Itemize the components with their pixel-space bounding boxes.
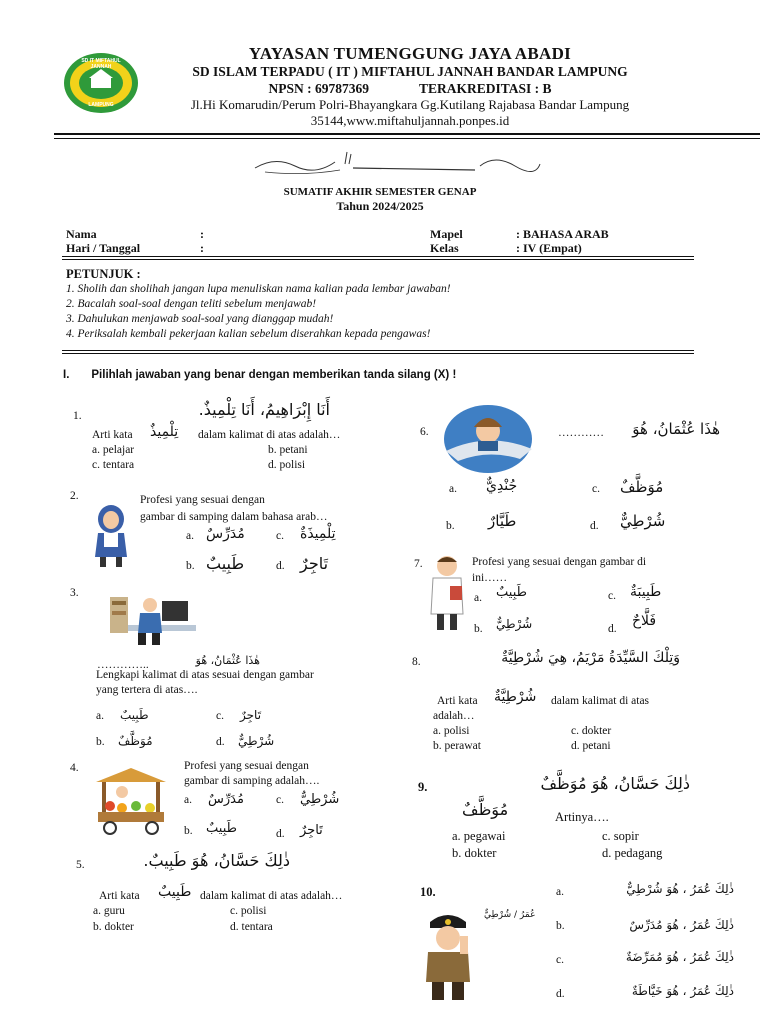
q3-option-d[interactable]: شُرْطِيٌّ [238, 734, 275, 748]
npsn: NPSN : 69787369 [268, 81, 369, 96]
q8-text-c: adalah… [433, 710, 475, 722]
q5-arabic-sentence: ذٰلِكَ حَسَّانُ، هُوَ طَبِيبٌ. [143, 851, 290, 870]
q6-number: 6. [420, 426, 429, 438]
q1-arabic-sentence: أَنَا إِبْرَاهِيمُ، أَنَا تِلْمِيذٌ. [198, 400, 330, 419]
q4-line1: Profesi yang sesuai dengan [184, 760, 309, 772]
q6-c-label[interactable]: c. [592, 483, 600, 495]
q4-option-b[interactable]: طَبِيبٌ [206, 821, 237, 836]
name-label: Nama [66, 227, 97, 241]
q9-artinya: Artinya…. [555, 810, 609, 824]
instructions-divider-thin [62, 353, 694, 354]
q4-c-label[interactable]: c. [276, 794, 284, 806]
q2-c-label[interactable]: c. [276, 530, 284, 542]
date-label: Hari / Tanggal [66, 241, 141, 255]
doctor-icon [428, 554, 466, 634]
section-number: I. [63, 369, 70, 381]
q8-number: 8. [412, 656, 421, 668]
q3-number: 3. [70, 587, 79, 599]
q5-option-d[interactable]: d. tentara [230, 921, 273, 933]
office-worker-icon [108, 589, 200, 647]
q5-option-a[interactable]: a. guru [93, 905, 125, 917]
q8-option-d[interactable]: d. petani [571, 740, 611, 752]
q8-arabic-sentence: وَتِلْكَ السَّيِّدَةُ مَرْيَمُ، هِيَ شُرْطِيَّةٌ [501, 650, 680, 666]
q2-option-c[interactable]: تِلْمِيذَةٌ [300, 526, 336, 542]
q2-line1: Profesi yang sesuai dengan [140, 494, 265, 506]
q8-option-b[interactable]: b. perawat [433, 740, 481, 752]
q2-b-label[interactable]: b. [186, 560, 195, 572]
q3-option-a[interactable]: طَبِيبٌ [120, 708, 149, 722]
q4-option-c[interactable]: شُرْطِيٌّ [300, 792, 340, 807]
npsn-line [150, 81, 670, 97]
police-officer-icon [420, 908, 476, 1004]
address-line-1: Jl.Hi Komarudin/Perum Polri-Bhayangkara Gg.Kutilang Rajabasa Bandar Lampung [190, 97, 630, 112]
instructions-divider [62, 350, 694, 351]
q4-d-label[interactable]: d. [276, 828, 285, 840]
q4-b-label[interactable]: b. [184, 825, 193, 837]
student-girl-icon [90, 503, 132, 571]
q10-d-label[interactable]: d. [556, 988, 565, 1000]
q10-number: 10. [420, 885, 436, 899]
q3-option-c[interactable]: تَاجِرٌ [240, 708, 262, 722]
foundation-name: YAYASAN TUMENGGUNG JAYA ABADI [248, 44, 572, 63]
q5-text-a: Arti kata [99, 890, 140, 902]
q7-option-c[interactable]: طَبِيبَةٌ [630, 584, 662, 600]
q1-word: تِلْمِيذٌ [150, 424, 179, 440]
q10-option-c[interactable]: ذٰلِكَ عُمَرُ ، هُوَ مُمَرِّضَةٌ [625, 950, 734, 964]
logo-top-text: SD IT MIFTAHUL JANNAH [81, 58, 121, 70]
q4-option-a[interactable]: مُدَرِّسٌ [208, 792, 244, 807]
q8-option-c[interactable]: c. dokter [571, 725, 612, 737]
q1-option-c[interactable]: c. tentara [92, 459, 135, 471]
exam-year: Tahun 2024/2025 [336, 199, 424, 213]
q9-option-d[interactable]: d. pedagang [602, 846, 663, 860]
pilot-icon [440, 403, 536, 475]
header-divider [54, 133, 760, 135]
subject-value: : BAHASA ARAB [516, 227, 609, 241]
q8-text-a: Arti kata [437, 695, 478, 707]
instruction-item: 3. Dahulukan menjawab soal-soal yang dianggap mudah! [66, 313, 334, 325]
q1-number: 1. [73, 410, 82, 422]
section-title [63, 369, 456, 381]
q7-number: 7. [414, 558, 423, 570]
class-label: Kelas [430, 241, 459, 255]
q7-option-b[interactable]: شُرْطِيٌّ [496, 617, 533, 631]
exam-title: SUMATIF AKHIR SEMESTER GENAP [283, 186, 477, 198]
basmalah-calligraphy-icon [245, 148, 545, 178]
q2-line2: gambar di samping dalam bahasa arab… [140, 511, 328, 523]
q5-word: طَبِيبٌ [158, 884, 192, 900]
q7-line2: ini…… [472, 572, 508, 584]
q4-option-d[interactable]: تَاجِرٌ [300, 823, 323, 838]
q2-option-d[interactable]: تَاجِرٌ [300, 554, 329, 573]
name-colon[interactable]: : [200, 227, 204, 241]
q6-d-label[interactable]: d. [590, 520, 599, 532]
q1-option-b[interactable]: b. petani [268, 444, 308, 456]
q4-line2: gambar di samping adalah…. [184, 775, 320, 787]
school-name: SD ISLAM TERPADU ( IT ) MIFTAHUL JANNAH BANDAR LAMPUNG [192, 64, 628, 79]
q3-d-label[interactable]: d. [216, 736, 225, 748]
q2-option-b[interactable]: طَبِيبٌ [206, 554, 245, 573]
section-text: Pilihlah jawaban yang benar dengan memberikan tanda silang (X) ! [91, 369, 457, 381]
q10-option-d[interactable]: ذٰلِكَ عُمَرُ ، هُوَ خَيَّاطَةٌ [631, 984, 734, 998]
address-line-2: 35144,www.miftahuljannah.ponpes.id [310, 113, 510, 128]
q5-text-b: dalam kalimat di atas adalah… [200, 890, 343, 902]
identity-divider-thin [62, 259, 694, 260]
q6-option-a[interactable]: جُنْدِيٌّ [486, 478, 518, 494]
q9-arabic-sentence: ذٰلِكَ حَسَّانُ، هُوَ مُوَظَّفٌ [540, 774, 690, 793]
q4-number: 4. [70, 762, 79, 774]
q1-text-b: dalam kalimat di atas adalah… [198, 429, 341, 441]
instruction-item: 1. Sholih dan sholihah jangan lupa menuliskan nama kalian pada lembar jawaban! [66, 283, 451, 295]
q2-d-label[interactable]: d. [276, 560, 285, 572]
logo-bottom-text: LAMPUNG [88, 102, 114, 108]
class-value: : IV (Empat) [516, 241, 582, 255]
q2-number: 2. [70, 490, 79, 502]
q9-number: 9. [418, 780, 428, 794]
q3-option-b[interactable]: مُوَظَّفٌ [118, 734, 153, 748]
q3-arabic-sentence: هٰذَا عُثْمَانُ، هُوَ [195, 654, 260, 667]
header-divider-thin [54, 138, 760, 139]
instructions-heading: PETUNJUK : [66, 267, 141, 281]
q5-option-b[interactable]: b. dokter [93, 921, 134, 933]
instruction-item: 4. Periksalah kembali pekerjaan kalian sebelum diserahkan kepada pengawas! [66, 328, 431, 340]
q7-option-a[interactable]: طَبِيبٌ [496, 585, 527, 600]
q1-option-d[interactable]: d. polisi [268, 459, 306, 471]
subject-label: Mapel [430, 227, 463, 241]
q8-text-b: dalam kalimat di atas [551, 695, 650, 707]
q3-line1: Lengkapi kalimat di atas sesuai dengan gambar [96, 669, 314, 681]
q3-a-label[interactable]: a. [96, 710, 104, 722]
q6-dots: ………… [558, 427, 604, 439]
q7-line1: Profesi yang sesuai dengan gambar di [472, 556, 647, 568]
q2-option-a[interactable]: مُدَرِّسٌ [206, 526, 245, 542]
school-logo-icon [63, 52, 139, 114]
q6-a-label[interactable]: a. [449, 483, 457, 495]
fruit-vendor-icon [92, 766, 170, 836]
q7-b-label[interactable]: b. [474, 623, 483, 635]
q7-a-label[interactable]: a. [474, 592, 482, 604]
q5-option-c[interactable]: c. polisi [230, 905, 267, 917]
q9-option-a[interactable]: a. pegawai [452, 829, 506, 843]
instruction-item: 2. Bacalah soal-soal dengan teliti sebelum menjawab! [66, 298, 317, 310]
q4-a-label[interactable]: a. [184, 794, 192, 806]
q8-option-a[interactable]: a. polisi [433, 725, 470, 737]
q6-option-c[interactable]: مُوَظَّفٌ [620, 478, 664, 496]
accreditation: TERAKREDITASI : B [418, 81, 552, 96]
q8-word: شُرْطِيَّةٌ [494, 689, 537, 705]
q9-option-b[interactable]: b. dokter [452, 846, 497, 860]
q3-c-label[interactable]: c. [216, 710, 224, 722]
q10-c-label[interactable]: c. [556, 954, 564, 966]
q3-b-label[interactable]: b. [96, 736, 105, 748]
q7-c-label[interactable]: c. [608, 590, 616, 602]
q6-option-d[interactable]: شُرْطِيٌّ [620, 512, 666, 530]
q10-b-label[interactable]: b. [556, 920, 565, 932]
q6-b-label[interactable]: b. [446, 520, 455, 532]
q9-option-c[interactable]: c. sopir [602, 829, 639, 843]
q5-number: 5. [76, 859, 85, 871]
date-colon[interactable]: : [200, 241, 204, 255]
q3-dots: ………….. [97, 659, 149, 671]
q10-label: عُمَرُ / شُرْطِيٌّ [484, 910, 536, 920]
q10-option-b[interactable]: ذٰلِكَ عُمَرُ ، هُوَ مُدَرِّسٌ [629, 918, 734, 932]
q3-line2: yang tertera di atas…. [96, 684, 198, 696]
identity-divider [62, 256, 694, 257]
q2-a-label[interactable]: a. [186, 530, 194, 542]
q1-text-a: Arti kata [92, 429, 133, 441]
q6-option-b[interactable]: طَيَّارٌ [488, 512, 517, 530]
q10-option-a[interactable]: ذٰلِكَ عُمَرُ ، هُوَ شُرْطِيٌّ [626, 882, 734, 896]
q7-option-d[interactable]: فَلَّاحٌ [632, 613, 657, 629]
q1-option-a[interactable]: a. pelajar [92, 444, 135, 456]
q9-word: مُوَظَّفٌ [462, 800, 509, 819]
q7-d-label[interactable]: d. [608, 623, 617, 635]
q6-arabic-sentence: هٰذَا عُثْمَانُ، هُوَ [632, 420, 720, 438]
q10-a-label[interactable]: a. [556, 886, 564, 898]
